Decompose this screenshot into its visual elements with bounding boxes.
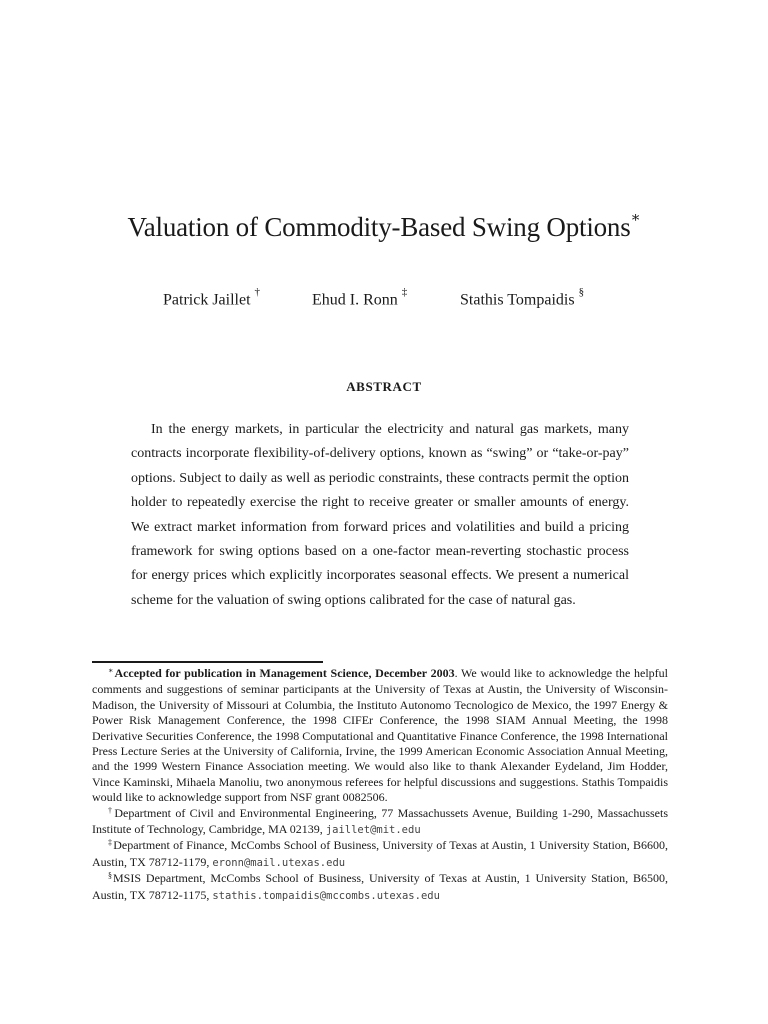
affiliation-text: Department of Civil and Environmental Engineering, 77 Massachussets Avenue, Building 1-290, Massachussets Institute of Technology, Cambridge, MA 02139, (92, 805, 669, 837)
author-footnote-mark: § (578, 286, 585, 298)
publication-note: Accepted for publication in Management Science, December 2003 (114, 666, 455, 680)
author-ronn (312, 286, 408, 309)
affiliation-text: Department of Finance, McCombs School of Business, University of Texas at Austin, 1 University Station, B6600, Austin, TX 78712-1179, (92, 838, 668, 869)
footnote-affiliation-ronn (92, 838, 668, 871)
author-name: Stathis Tompaidis (460, 291, 575, 309)
abstract-heading: ABSTRACT (346, 379, 422, 394)
author-footnote-mark: ‡ (401, 286, 408, 298)
author-tompaidis (460, 286, 585, 309)
email-link[interactable]: eronn@mail.utexas.edu (212, 856, 346, 869)
footnote-affiliation-jaillet (92, 806, 668, 839)
footnote-divider (92, 661, 323, 663)
author-jaillet (163, 286, 261, 309)
email-link[interactable]: jaillet@mit.edu (325, 824, 421, 837)
footnote-acknowledgement (92, 666, 668, 806)
footnote-mark: ∗ (108, 666, 114, 675)
author-name: Ehud I. Ronn (312, 291, 398, 309)
footnote-mark: § (108, 871, 112, 881)
footnote-mark: ‡ (108, 838, 113, 848)
footnote-affiliation-tompaidis (92, 871, 668, 904)
author-footnote-mark: † (254, 286, 261, 298)
title-footnote-mark: ∗ (630, 210, 641, 226)
footnote-mark: † (108, 805, 114, 815)
author-name: Patrick Jaillet (163, 291, 251, 309)
email-link[interactable]: stathis.tompaidis@mccombs.utexas.edu (212, 889, 440, 902)
acknowledgement-text: . We would like to acknowledge the helpful comments and suggestions of seminar participants at the University of Texas at Austin, the University of Wisconsin-Madison, the University of Missouri at Columbia, the Instituto Autonomo Tecnologico de Mexico, the 1997 Energy & Power Risk Management Conference, the 1998 CIFEr Conference, the 1998 SIAM Annual Meeting, the 1998 Derivative Securities Conference, the 1998 Computational and Quantitative Finance Conference, the 1998 International Press Lecture Series at the University of California, Irvine, the 1999 American Economic Association Annual Meeting, and the 1999 Western Finance Association meeting. We would also like to thank Alexander Eydeland, Jim Hodder, Vince Kaminski, Mihaela Manoliu, two anonymous referees for helpful discussions and suggestions. Stathis Tompaidis would like to acknowledge support from NSF grant 0082506. (92, 666, 668, 805)
affiliation-text: MSIS Department, McCombs School of Business, University of Texas at Austin, 1 University Station, B6500, Austin, TX 78712-1175, (92, 871, 668, 902)
footnotes (92, 666, 668, 904)
paper-title-text: Valuation of Commodity-Based Swing Options (127, 212, 631, 242)
paper-title (0, 212, 768, 243)
abstract-body: In the energy markets, in particular the electricity and natural gas markets, many contracts incorporate flexibility-of-delivery options, known as “swing” or “take-or-pay” options. Subject to daily as well as periodic constraints, these contracts permit the option holder to repeatedly exercise the right to receive greater or smaller amounts of energy. We extract market information from forward prices and volatilities and build a pricing framework for swing options based on a one-factor mean-reverting stochastic process for energy prices which explicitly incorporates seasonal effects. We present a numerical scheme for the valuation of swing options calibrated for the case of natural gas. (131, 422, 629, 608)
